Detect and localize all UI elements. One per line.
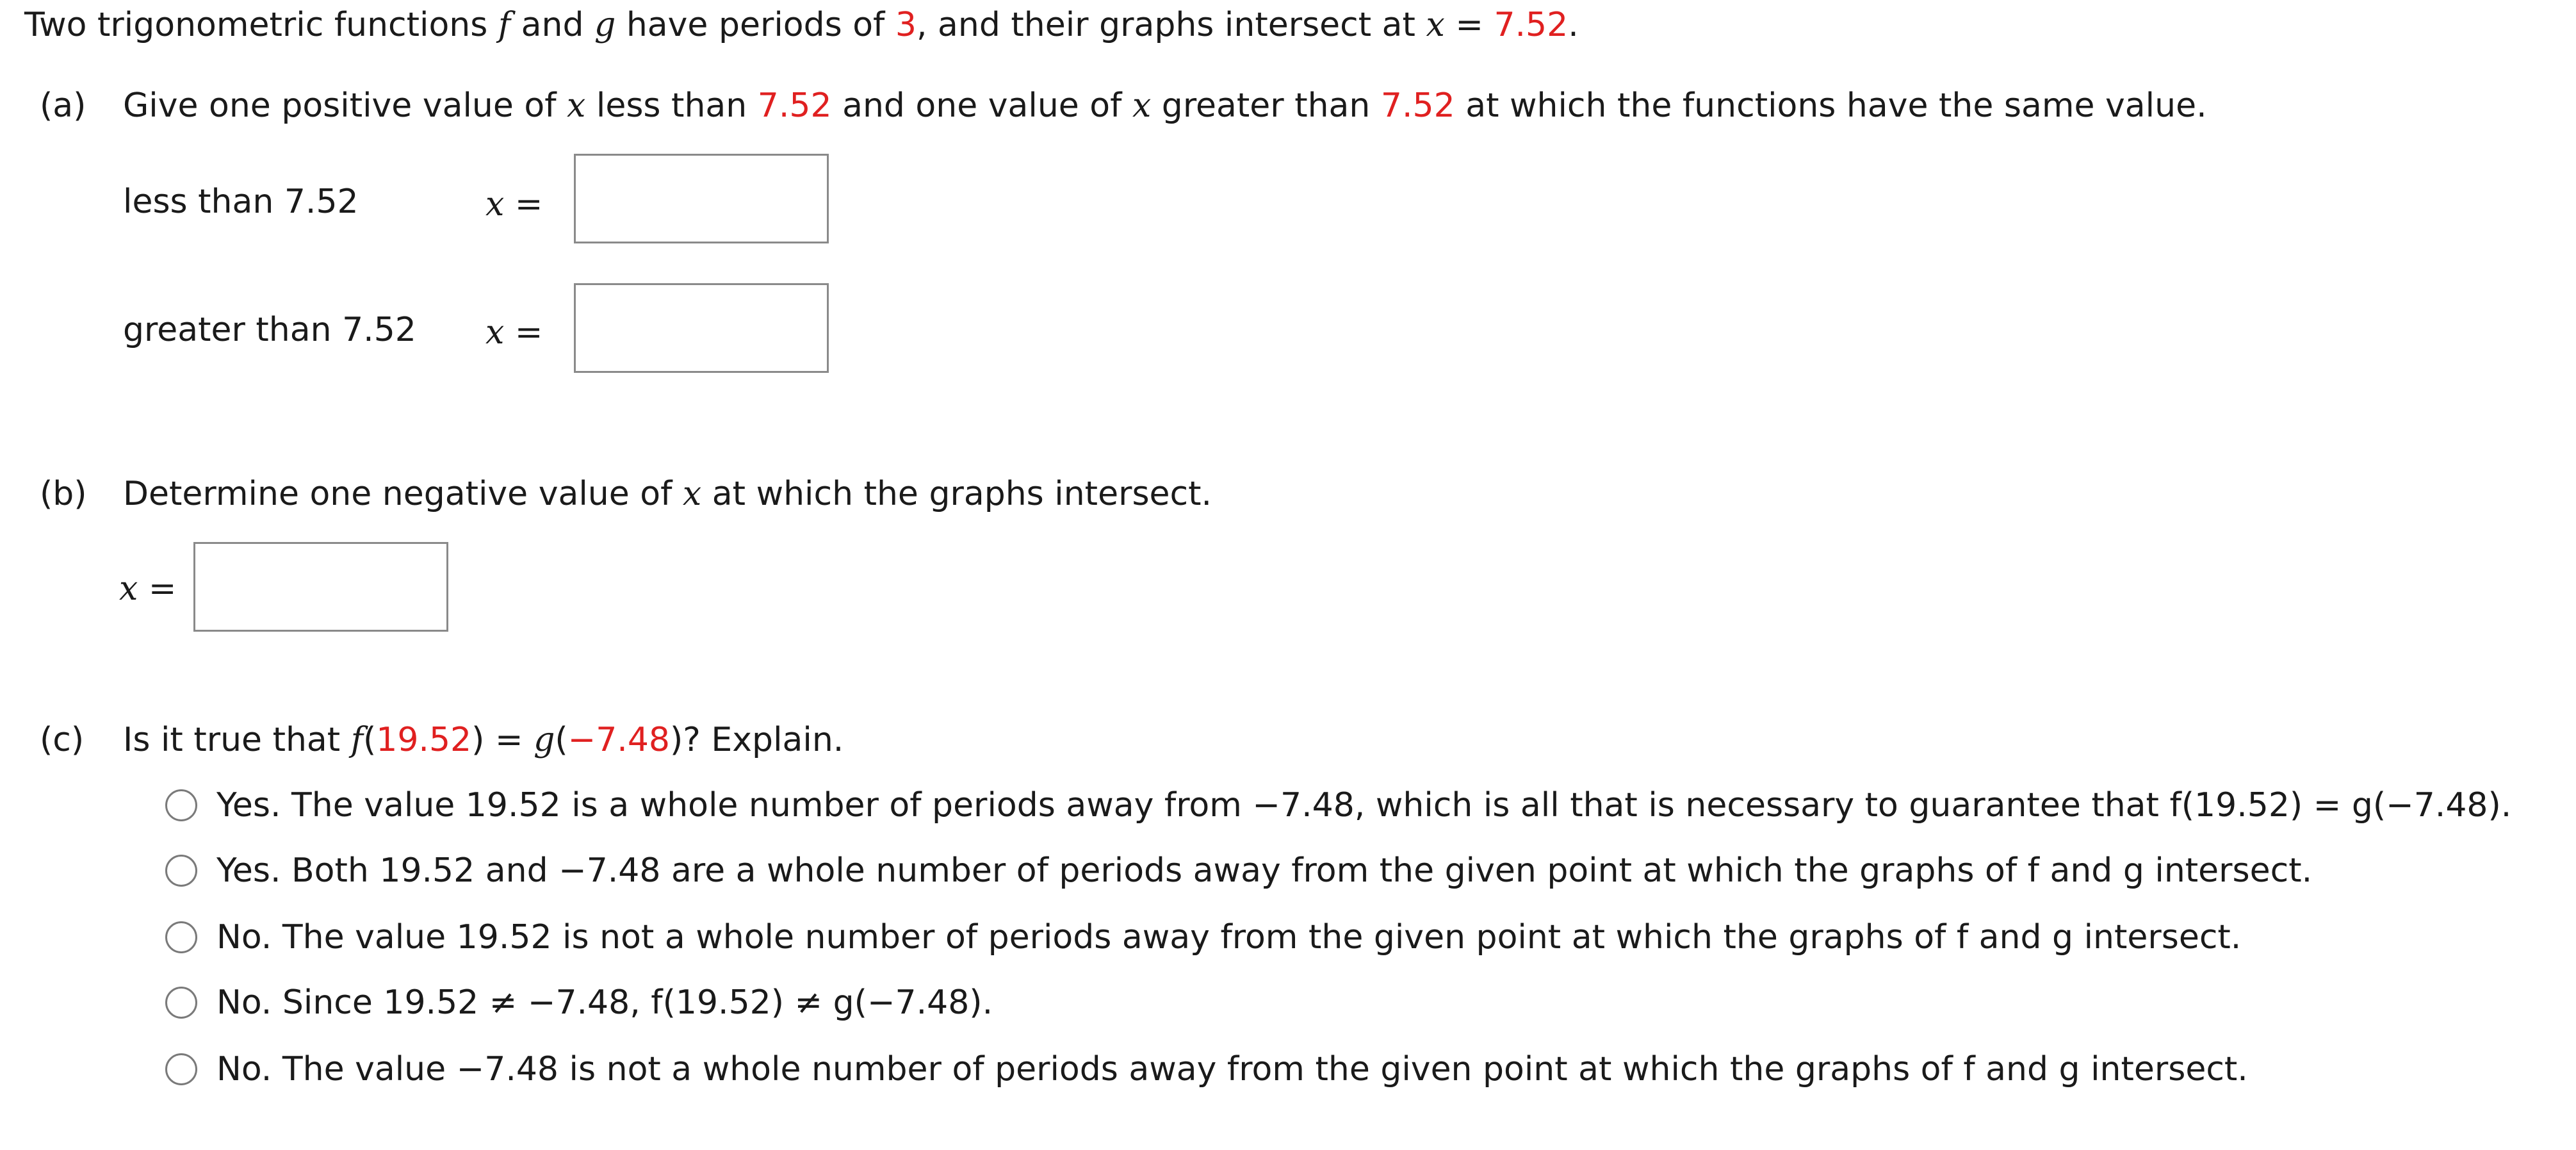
intro-part: Two trigonometric functions — [24, 6, 498, 44]
intro-text — [24, 5, 1579, 45]
intersection-value: 7.52 — [1494, 6, 1569, 44]
period-value: 3 — [895, 6, 917, 44]
option-1-radio[interactable] — [165, 789, 197, 821]
prompt-part: Determine one negative value of — [123, 475, 683, 513]
greater-than-input[interactable] — [574, 283, 829, 373]
prompt-part: at which the graphs intersect. — [701, 475, 1212, 513]
prompt-part: ( — [363, 721, 377, 759]
option-2-label[interactable]: Yes. Both 19.52 and −7.48 are a whole number of periods away from the given point at which the graphs of f and g intersect. — [216, 851, 2313, 890]
prompt-part: less than — [585, 86, 758, 125]
prompt-value: 19.52 — [376, 721, 472, 759]
option-4-radio[interactable] — [165, 987, 197, 1019]
prompt-value: 7.52 — [757, 86, 832, 125]
intro-eq: = — [1444, 6, 1494, 44]
intro-part: , and their graphs intersect at — [916, 6, 1426, 44]
prompt-part: at which the functions have the same value. — [1455, 86, 2207, 125]
negative-value-input[interactable] — [193, 542, 448, 632]
prompt-part: ) — [471, 721, 485, 759]
intro-f: f — [498, 6, 511, 44]
intro-part: have periods of — [615, 6, 895, 44]
prompt-g: g — [534, 721, 555, 759]
intro-x: x — [1426, 6, 1445, 44]
prompt-x: x — [1132, 86, 1152, 125]
option-1-label[interactable]: Yes. The value 19.52 is a whole number of periods away from −7.48, which is all that is necessary to guarantee that f(19.52) = g(−7.48). — [216, 786, 2512, 825]
intro-g: g — [594, 6, 616, 44]
part-c-label: (c) — [40, 721, 85, 759]
option-5-radio[interactable] — [165, 1053, 197, 1085]
greater-than-x-eq: x = — [485, 313, 543, 352]
option-2-radio[interactable] — [165, 855, 197, 887]
part-b-label: (b) — [40, 475, 87, 513]
prompt-part: Is it true that — [123, 721, 351, 759]
prompt-x: x — [567, 86, 586, 125]
intro-end: . — [1568, 6, 1579, 44]
less-than-input[interactable] — [574, 154, 829, 243]
less-than-label: less than 7.52 — [123, 183, 359, 221]
greater-than-label: greater than 7.52 — [123, 311, 416, 349]
prompt-value: 7.52 — [1380, 86, 1455, 125]
intro-part: and — [510, 6, 594, 44]
prompt-part: Give one positive value of — [123, 86, 567, 125]
prompt-f: f — [350, 721, 363, 759]
option-3-radio[interactable] — [165, 921, 197, 953]
prompt-value: −7.48 — [567, 721, 671, 759]
prompt-part: )? Explain. — [670, 721, 844, 759]
prompt-eq: = — [484, 721, 534, 759]
prompt-part: and one value of — [831, 86, 1132, 125]
part-a-label: (a) — [40, 86, 86, 125]
less-than-x-eq: x = — [485, 185, 543, 224]
option-5-label[interactable]: No. The value −7.48 is not a whole number of periods away from the given point at which the graphs of f and g intersect. — [216, 1050, 2248, 1088]
part-b-x-eq: x = — [119, 570, 177, 608]
part-a-prompt — [123, 86, 2207, 126]
part-c-prompt — [123, 720, 844, 760]
part-b-prompt — [123, 474, 1212, 514]
prompt-x: x — [682, 475, 702, 513]
prompt-part: greater than — [1151, 86, 1381, 125]
option-4-label[interactable]: No. Since 19.52 ≠ −7.48, f(19.52) ≠ g(−7.48). — [216, 983, 993, 1022]
option-3-label[interactable]: No. The value 19.52 is not a whole number of periods away from the given point at which the graphs of f and g intersect. — [216, 918, 2242, 957]
prompt-part: ( — [555, 721, 568, 759]
